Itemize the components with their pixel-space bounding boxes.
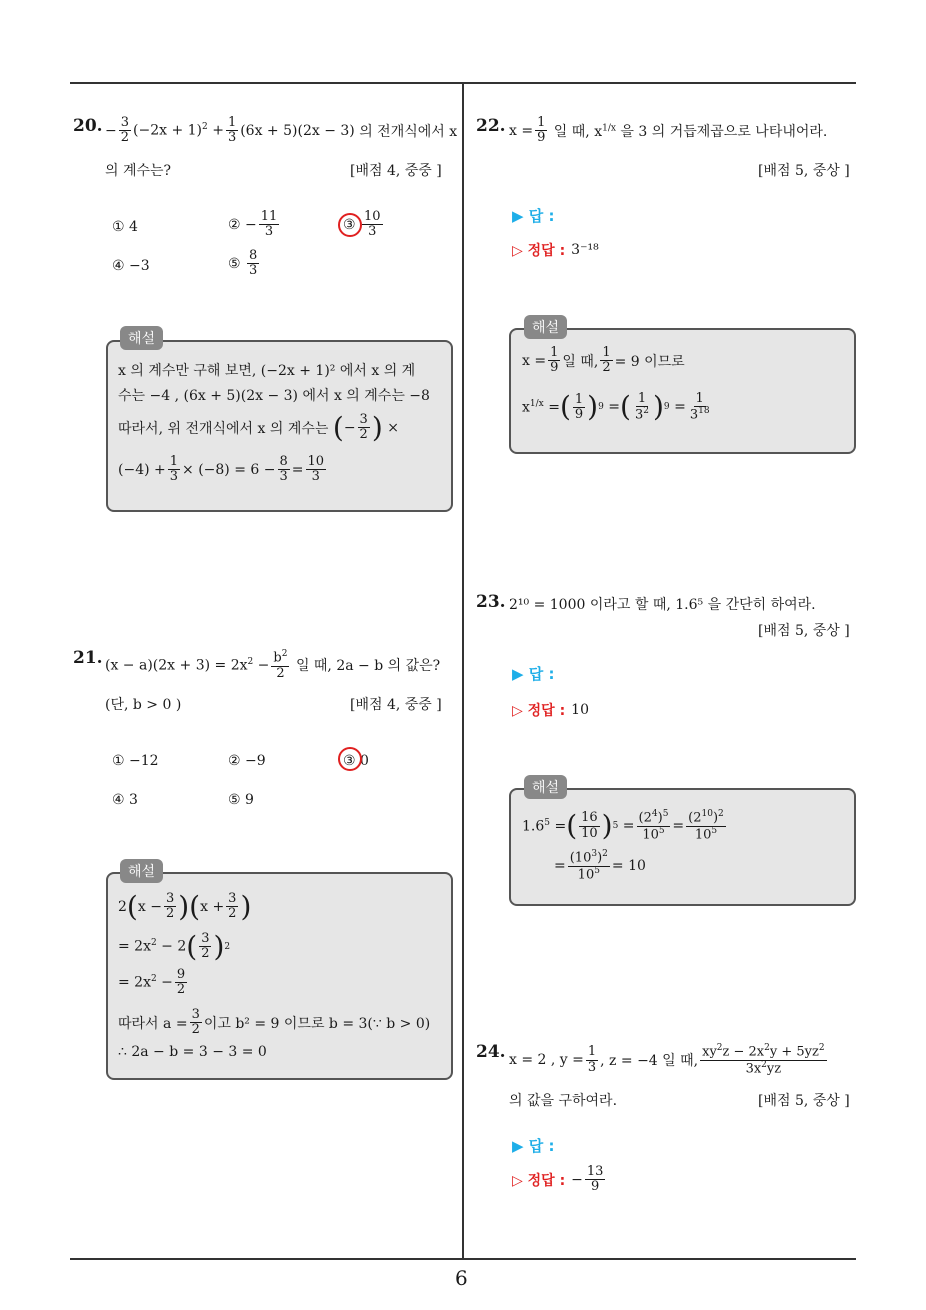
- q23-solution-line-2: = $\frac{(10^3)^2}{10^5}$ = 10: [554, 849, 646, 882]
- question-20-score: [배점 4, 중중 ]: [350, 163, 442, 179]
- q21-choice-5[interactable]: ⑤ 9: [228, 792, 254, 808]
- q20-choice-3[interactable]: ③ $\frac{10}{3}$: [343, 209, 381, 240]
- question-20-text: 의 계수는?: [105, 163, 172, 179]
- q21-solution-line-1: 2 ( x − $\frac{3}{2}$ ) ( x + $\frac{3}{2}$ ): [118, 889, 252, 923]
- q22-correct-answer: ▷ 정답 : 3⁻¹⁸: [512, 242, 599, 259]
- q20-solution-line-4: (−4) + $\frac{1}{3}$ × (−8) = 6 − $\frac{8}{3}$ = $\frac{10}{3}$: [118, 454, 325, 485]
- q20-choice-5[interactable]: ⑤ $\frac{8}{3}$: [228, 248, 258, 279]
- question-21-condition: (단, b > 0 ): [105, 697, 182, 713]
- question-21-score: [배점 4, 중중 ]: [350, 697, 442, 713]
- q22-solution-line-2: $x^{1/x}$ = ( $\frac{1}{9}$ ) 9 = ( $\frac{1}{3^2}$ ) 9 = $\frac{1}{3^{18}}$: [522, 390, 710, 424]
- q20-choice-4[interactable]: ④ −3: [112, 258, 150, 274]
- question-22-score: [배점 5, 중상 ]: [758, 163, 850, 179]
- q21-solution-tag: 해설: [120, 859, 163, 883]
- q22-solution-line-1: x = $\frac{1}{9}$ 일 때, $\frac{1}{2}$ = 9 이므로: [522, 345, 685, 376]
- q20-solution-line-2: 수는 −4 , (6x + 5)(2x − 3) 에서 x 의 계수는 −8: [118, 388, 430, 404]
- q21-solution-line-2: = $2x^2 - 2$ ( $\frac{3}{2}$ ) 2: [118, 929, 231, 963]
- q23-solution-tag: 해설: [524, 775, 567, 799]
- q23-answer-field[interactable]: ▶ 답 :: [512, 665, 555, 683]
- page-number: 6: [455, 1266, 468, 1290]
- q24-correct-answer: ▷ 정답 : − $\frac{13}{9}$: [512, 1164, 604, 1195]
- question-23-text: 2¹⁰ = 1000 이라고 할 때, 1.6⁵ 을 간단히 하여라.: [509, 597, 816, 613]
- question-24-expression: x = 2 , y = $\frac{1}{3}$ , z = −4 일 때, $\frac{xy^2z - 2x^2y + 5yz^2}{3x^2yz}$: [509, 1043, 825, 1076]
- q21-solution-line-4: 따라서 a = $\frac{3}{2}$ 이고 b² = 9 이므로 b = 3(∵ b > 0): [118, 1007, 431, 1038]
- question-23-score: [배점 5, 중상 ]: [758, 623, 850, 639]
- correct-answer-mark: [338, 213, 362, 237]
- question-22-expression: x = $\frac{1}{9}$ 일 때, $x^{1/x}$ 을 3 의 거듭제곱으로 나타내어라.: [509, 115, 828, 146]
- question-21-number: 21.: [73, 648, 103, 668]
- q21-solution-line-3: = $2x^2$ − $\frac{9}{2}$: [118, 967, 186, 998]
- question-23-number: 23.: [476, 592, 506, 612]
- question-22-text-tail: 을 3 의 거듭제곱으로 나타내어라.: [620, 123, 828, 140]
- column-divider: [462, 82, 464, 1260]
- q20-choice-1[interactable]: ① 4: [112, 219, 138, 235]
- q21-solution-line-5: ∴ 2a − b = 3 − 3 = 0: [118, 1044, 267, 1060]
- question-20-expression: − $\frac{3}{2}$ $(-2x + 1)^2$ + $\frac{1}{3}$ (6x + 5)(2x − 3) 의 전개식에서 x: [105, 115, 458, 146]
- question-24-score: [배점 5, 중상 ]: [758, 1093, 850, 1109]
- question-20-number: 20.: [73, 116, 103, 136]
- bottom-rule: [70, 1258, 856, 1260]
- question-24-number: 24.: [476, 1042, 506, 1062]
- q24-answer-field[interactable]: ▶ 답 :: [512, 1137, 555, 1155]
- q20-solution-line-3: 따라서, 위 전개식에서 x 의 계수는 ( − $\frac{3}{2}$ ) ×: [118, 410, 399, 444]
- question-22-number: 22.: [476, 116, 506, 136]
- correct-answer-mark: [338, 747, 362, 771]
- q21-choice-2[interactable]: ② −9: [228, 753, 266, 769]
- q21-choice-1[interactable]: ① −12: [112, 753, 159, 769]
- q20-solution-tag: 해설: [120, 326, 163, 350]
- q22-solution-tag: 해설: [524, 315, 567, 339]
- question-24-text: 의 값을 구하여라.: [509, 1093, 618, 1109]
- q20-solution-line-1: x 의 계수만 구해 보면, (−2x + 1)² 에서 x 의 계: [118, 363, 416, 379]
- q23-correct-answer: ▷ 정답 : 10: [512, 702, 589, 719]
- question-21-expression: $(x - a)(2x + 3) = 2x^2$ − $\frac{b^2}{2}$ 일 때, 2a − b 의 값은?: [105, 649, 441, 681]
- q21-choice-3[interactable]: ③ 0: [343, 753, 369, 769]
- q21-choice-4[interactable]: ④ 3: [112, 792, 138, 808]
- q20-choice-2[interactable]: ② − $\frac{11}{3}$: [228, 209, 278, 240]
- q23-solution-box: [509, 788, 856, 906]
- q22-answer-field[interactable]: ▶ 답 :: [512, 207, 555, 225]
- question-20-text-tail: 의 전개식에서 x: [359, 123, 458, 140]
- question-21-text-tail: 일 때, 2a − b 의 값은?: [295, 658, 441, 675]
- q23-solution-line-1: $1.6^5$ = ( $\frac{16}{10}$ ) 5 = $\frac{(2^4)^5}{10^5}$ = $\frac{(2^{10})^2}{10^5}$: [522, 809, 724, 843]
